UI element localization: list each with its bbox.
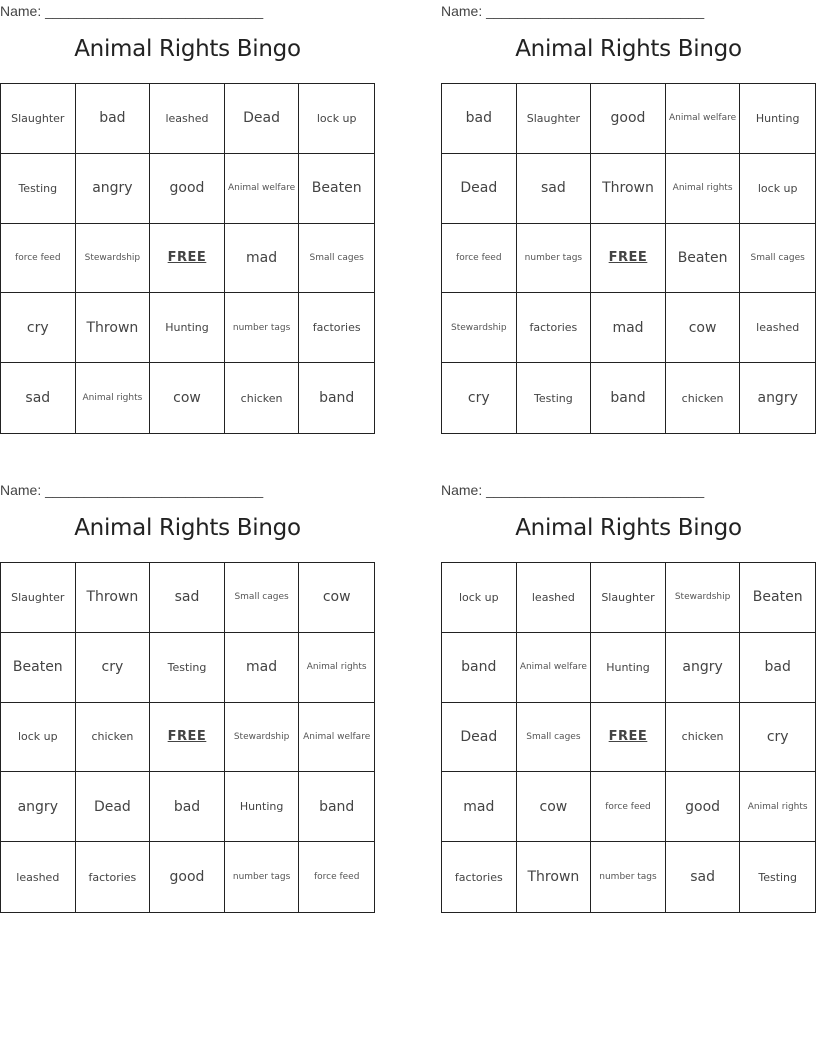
bingo-cell: factories — [76, 842, 151, 912]
bingo-cell: good — [150, 154, 225, 224]
free-space-cell: FREE — [150, 224, 225, 294]
bingo-cell: factories — [442, 842, 517, 912]
bingo-cell: lock up — [299, 84, 374, 154]
bingo-cell: Dead — [442, 703, 517, 773]
bingo-cell: good — [666, 772, 741, 842]
bingo-cell: factories — [299, 293, 374, 363]
bingo-cell: bad — [740, 633, 815, 703]
bingo-cell: good — [591, 84, 666, 154]
bingo-cell: number tags — [225, 293, 300, 363]
bingo-cell: good — [150, 842, 225, 912]
bingo-card-4 — [441, 479, 816, 912]
bingo-grid — [441, 562, 816, 913]
bingo-cell: Hunting — [740, 84, 815, 154]
bingo-cell: Slaughter — [517, 84, 592, 154]
bingo-cell: chicken — [666, 363, 741, 433]
bingo-cell: sad — [1, 363, 76, 433]
bingo-cell: Animal welfare — [299, 703, 374, 773]
free-space-cell: FREE — [591, 224, 666, 294]
bingo-card-2 — [441, 0, 816, 433]
bingo-cell: band — [299, 772, 374, 842]
bingo-cell: Thrown — [517, 842, 592, 912]
bingo-cell: Slaughter — [591, 563, 666, 633]
bingo-cell: force feed — [313, 872, 360, 883]
free-space-cell: FREE — [150, 703, 225, 773]
bingo-cell: Testing — [758, 870, 798, 884]
bingo-cell: Slaughter — [1, 563, 76, 633]
bingo-cell: force feed — [1, 224, 76, 294]
bingo-cell: leashed — [740, 293, 815, 363]
bingo-cell: Beaten — [666, 224, 741, 294]
card-title: Animal Rights Bingo — [74, 515, 301, 541]
bingo-cell: Stewardship — [76, 224, 151, 294]
bingo-cell: Thrown — [591, 154, 666, 224]
bingo-grid — [0, 83, 375, 434]
bingo-cell: bad — [76, 84, 151, 154]
bingo-cell: Thrown — [76, 293, 151, 363]
bingo-cell: Small cages — [225, 563, 300, 633]
name-field: Name: ____________________________ — [441, 482, 705, 498]
bingo-cell: force feed — [442, 224, 517, 294]
bingo-cell: Dead — [225, 84, 300, 154]
bingo-cell: Beaten — [740, 563, 815, 633]
bingo-cell: Beaten — [299, 154, 374, 224]
bingo-card-1 — [0, 0, 375, 433]
bingo-cell: number tags — [517, 224, 592, 294]
bingo-grid — [441, 83, 816, 434]
bingo-cell: Dead — [76, 772, 151, 842]
bingo-cell: angry — [1, 772, 76, 842]
card-title: Animal Rights Bingo — [515, 515, 742, 541]
bingo-cell: Testing — [517, 363, 592, 433]
bingo-cell: lock up — [442, 563, 517, 633]
bingo-cell: Hunting — [591, 633, 666, 703]
bingo-cell: bad — [442, 84, 517, 154]
bingo-cell: force feed — [591, 772, 666, 842]
bingo-cell: lock up — [1, 703, 76, 773]
bingo-cell: Small cages — [740, 224, 815, 294]
bingo-cell: angry — [76, 154, 151, 224]
bingo-cell: Animal rights — [76, 363, 151, 433]
bingo-cell: number tags — [225, 842, 300, 912]
bingo-cell: leashed — [150, 84, 225, 154]
bingo-cell: Testing — [150, 633, 225, 703]
name-field: Name: ____________________________ — [0, 3, 264, 19]
bingo-cell: band — [442, 633, 517, 703]
bingo-cell: chicken — [225, 363, 300, 433]
bingo-grid — [0, 562, 375, 913]
free-space-cell: FREE — [591, 703, 666, 773]
bingo-cell: Hunting — [150, 293, 225, 363]
bingo-cell: Hunting — [225, 772, 300, 842]
bingo-cell: Animal welfare — [666, 84, 741, 154]
bingo-cell: cry — [76, 633, 151, 703]
bingo-cell: Stewardship — [442, 293, 517, 363]
bingo-cell: mad — [225, 224, 300, 294]
bingo-cell: band — [591, 363, 666, 433]
bingo-cell: sad — [517, 154, 592, 224]
bingo-cell: Small cages — [517, 703, 592, 773]
bingo-cell: chicken — [666, 703, 741, 773]
bingo-cell: mad — [225, 633, 300, 703]
bingo-cell: Animal rights — [740, 772, 815, 842]
bingo-cell: chicken — [76, 703, 151, 773]
bingo-cell: cow — [517, 772, 592, 842]
bingo-cell: Slaughter — [1, 84, 76, 154]
bingo-cell: sad — [150, 563, 225, 633]
bingo-card-3 — [0, 479, 375, 912]
bingo-cell: Thrown — [76, 563, 151, 633]
bingo-cell: Stewardship — [225, 703, 300, 773]
bingo-cell: angry — [757, 390, 798, 407]
bingo-cell: Dead — [442, 154, 517, 224]
card-title: Animal Rights Bingo — [74, 36, 301, 62]
bingo-cell: mad — [591, 293, 666, 363]
bingo-cell: mad — [442, 772, 517, 842]
bingo-cell: Testing — [1, 154, 76, 224]
bingo-cell: cow — [150, 363, 225, 433]
card-title: Animal Rights Bingo — [515, 36, 742, 62]
bingo-cell: number tags — [591, 842, 666, 912]
bingo-cell: cry — [1, 293, 76, 363]
bingo-cell: leashed — [517, 563, 592, 633]
bingo-cell: angry — [666, 633, 741, 703]
bingo-cell: Stewardship — [666, 563, 741, 633]
bingo-cell: Small cages — [299, 224, 374, 294]
name-field: Name: ____________________________ — [0, 482, 264, 498]
bingo-cell: Animal rights — [666, 154, 741, 224]
bingo-cell: leashed — [1, 842, 76, 912]
bingo-cell: Animal welfare — [517, 633, 592, 703]
bingo-cell: cry — [442, 363, 517, 433]
bingo-cell: factories — [517, 293, 592, 363]
bingo-cell: cry — [740, 703, 815, 773]
bingo-cell: band — [319, 390, 355, 407]
bingo-cell: Beaten — [1, 633, 76, 703]
bingo-cell: sad — [666, 842, 741, 912]
bingo-cell: cow — [299, 563, 374, 633]
bingo-cell: bad — [150, 772, 225, 842]
bingo-cell: Animal welfare — [225, 154, 300, 224]
name-field: Name: ____________________________ — [441, 3, 705, 19]
bingo-cell: cow — [666, 293, 741, 363]
bingo-cell: Animal rights — [299, 633, 374, 703]
bingo-cell: lock up — [740, 154, 815, 224]
